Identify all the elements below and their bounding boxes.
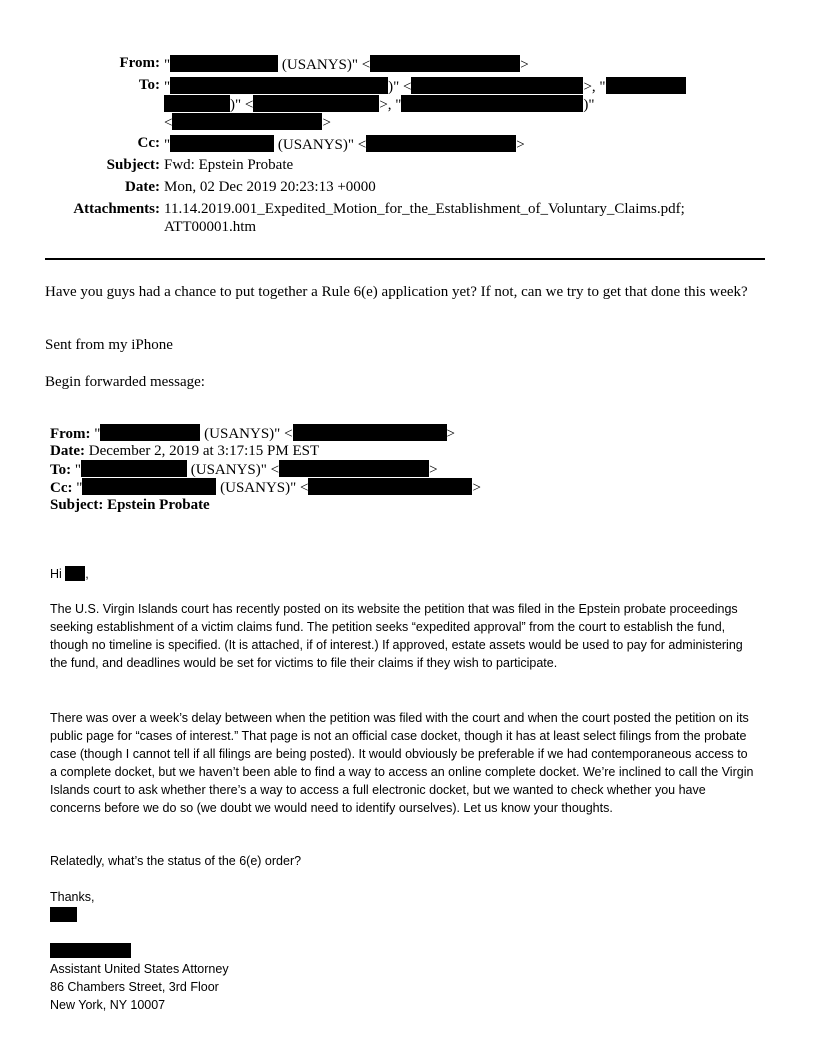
- signature-title: Assistant United States Attorney: [50, 962, 229, 976]
- to-value-line2: )" < >, " )": [164, 95, 595, 114]
- to-label: To:: [138, 77, 160, 93]
- thanks-line: Thanks,: [50, 890, 95, 904]
- sent-from: Sent from my iPhone: [45, 337, 173, 353]
- signature-address-1: 86 Chambers Street, 3rd Floor: [50, 980, 219, 994]
- redaction: [65, 566, 85, 581]
- attachment-link-1[interactable]: 11.14.2019.001_Expedited_Motion_for_the_Establishment_of_Voluntary_Claims.pdf;: [164, 201, 685, 217]
- subject-label: Subject:: [106, 157, 160, 173]
- header-divider: [45, 258, 765, 260]
- from-label: From:: [119, 55, 160, 71]
- redaction: [606, 77, 686, 94]
- fwd-subject-line: Subject: Epstein Probate: [50, 497, 210, 513]
- signature-address-2: New York, NY 10007: [50, 998, 166, 1012]
- redaction: [411, 77, 583, 94]
- attachments-label: Attachments:: [73, 201, 160, 217]
- redaction: [164, 95, 230, 112]
- subject-value: Fwd: Epstein Probate: [164, 157, 294, 173]
- redaction: [170, 55, 278, 72]
- redaction: [170, 135, 274, 152]
- redaction: [370, 55, 520, 72]
- redaction: [100, 424, 200, 441]
- fwd-cc-line: Cc: " (USANYS)" < >: [50, 480, 481, 496]
- redaction: [308, 478, 472, 495]
- message-paragraph-2: There was over a week’s delay between when the petition was filed with the court and when the court posted the petition on its public page for “cases of interest.” That page is not an official case docket, though it has at least select filings from the probate case (though I cannot tell if all filings are being posted). It would obviously be preferable if we had contemporaneous access to a complete docket, but we haven’t been able to find a way to access an online complete docket. We’re inclined to call the Virgin Islands court to ask whether there’s a way to access a full electronic docket, but we wanted to check whether you have concerns before we do so (we doubt we would need to identify ourselves). Let us know your thoughts.: [50, 711, 754, 815]
- fwd-from-line: From: " (USANYS)" < >: [50, 426, 455, 442]
- redaction: [366, 135, 516, 152]
- redaction: [279, 460, 429, 477]
- redaction: [50, 907, 77, 922]
- message-paragraph-1: The U.S. Virgin Islands court has recently posted on its website the petition that was filed in the Epstein probate proceedings seeking establishment of a victim claims fund. The petition seeks “expedited approval” from the court to establish the fund, though no timeline is specified. (It is attached, if of interest.) If approved, estate assets would be used to pay for administering the fund, and deadlines would be set for victims to file their claims if they wish to participate.: [50, 602, 743, 670]
- attachment-link-2[interactable]: ATT00001.htm: [164, 219, 257, 235]
- redaction: [82, 478, 216, 495]
- date-label: Date:: [125, 179, 160, 195]
- body-question: Have you guys had a chance to put together a Rule 6(e) application yet? If not, can we try to get that done this week?: [45, 284, 748, 300]
- redaction: [170, 77, 388, 94]
- cc-label: Cc:: [137, 135, 160, 151]
- greeting-line: Hi ,: [50, 567, 89, 581]
- message-paragraph-3: Relatedly, what’s the status of the 6(e) order?: [50, 854, 302, 868]
- redaction: [172, 113, 322, 130]
- from-value: " (USANYS)" < >: [164, 57, 529, 73]
- redaction: [401, 95, 583, 112]
- begin-forward: Begin forwarded message:: [45, 374, 205, 390]
- redaction: [50, 943, 131, 958]
- redaction: [293, 424, 447, 441]
- cc-value: " (USANYS)" < >: [164, 137, 525, 153]
- fwd-to-line: To: " (USANYS)" < >: [50, 462, 438, 478]
- date-value: Mon, 02 Dec 2019 20:23:13 +0000: [164, 179, 376, 195]
- fwd-date-line: Date: December 2, 2019 at 3:17:15 PM EST: [50, 443, 320, 459]
- to-value-line1: " )" < >, ": [164, 77, 686, 96]
- to-value-line3: < >: [164, 115, 331, 131]
- redaction: [253, 95, 379, 112]
- redaction: [81, 460, 187, 477]
